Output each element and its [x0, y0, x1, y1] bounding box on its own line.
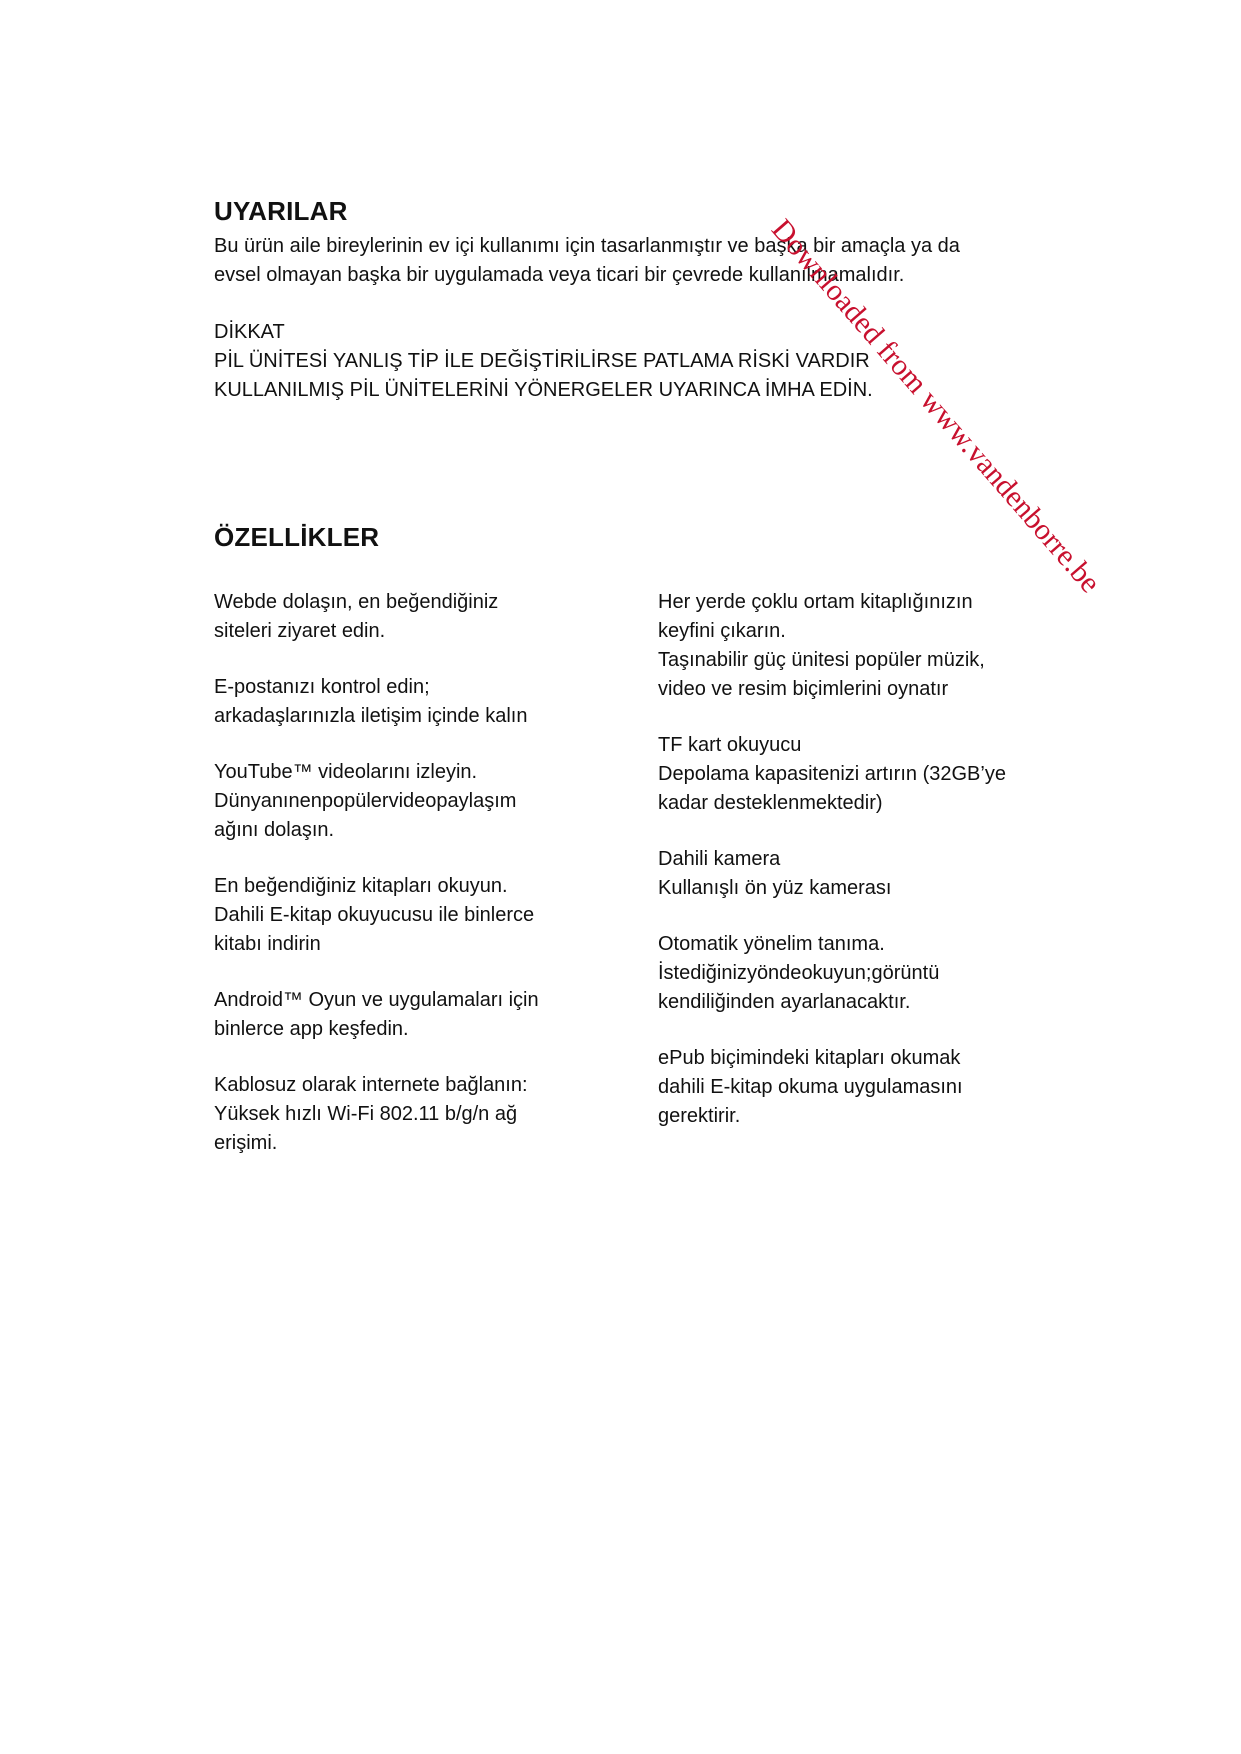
feature-line: dahili E-kitap okuma uygulamasını: [658, 1076, 963, 1098]
feature-line: TF kart okuyucu: [658, 734, 802, 756]
feature-line: Dahili E-kitap okuyucusu ile binlerce: [214, 904, 535, 926]
justified-word: Dünyanın: [214, 790, 300, 812]
feature-item: [658, 930, 1030, 1017]
caution-line: PİL ÜNİTESİ YANLIŞ TİP İLE DEĞİŞTİRİLİRSE PATLAMA RİSKİ VARDIR: [214, 350, 870, 372]
feature-line: Kullanışlı ön yüz kamerası: [658, 877, 892, 899]
feature-item: [658, 1044, 1030, 1131]
feature-line: binlerce app keşfedin.: [214, 1018, 409, 1040]
feature-line: Android™ Oyun ve uygulamaları için: [214, 989, 539, 1011]
feature-line: arkadaşlarınızla iletişim içinde kalın: [214, 705, 528, 727]
feature-line: Depolama kapasitenizi artırın (32GB’ye: [658, 763, 1006, 785]
feature-item: [214, 673, 586, 731]
feature-line: kendiliğinden ayarlanacaktır.: [658, 991, 911, 1013]
feature-item: [658, 731, 1030, 818]
justified-word: video: [388, 790, 437, 812]
caution-block: [214, 318, 873, 405]
warnings-line: Bu ürün aile bireylerinin ev içi kullanımı için tasarlanmıştır ve başka bir amaçla ya da: [214, 235, 960, 257]
feature-item: [658, 588, 1030, 704]
justified-word: popüler: [321, 790, 389, 812]
feature-line: kitabı indirin: [214, 933, 321, 955]
feature-item: [658, 845, 1030, 903]
features-left-column: [214, 588, 586, 1185]
feature-line: YouTube™ videolarını izleyin.: [214, 761, 478, 783]
feature-line: En beğendiğiniz kitapları okuyun.: [214, 875, 508, 897]
feature-item: [214, 588, 586, 646]
justified-word: paylaşım: [436, 790, 517, 812]
feature-line-justified: [214, 787, 586, 816]
feature-line: E-postanızı kontrol edin;: [214, 676, 430, 698]
feature-line: siteleri ziyaret edin.: [214, 620, 386, 642]
justified-word: yönde: [746, 962, 802, 984]
feature-item: [214, 758, 586, 845]
feature-item: [214, 986, 586, 1044]
feature-line: gerektirir.: [658, 1105, 741, 1127]
justified-word: İstediğiniz: [658, 962, 747, 984]
feature-item: [214, 1071, 586, 1158]
justified-word: en: [299, 790, 322, 812]
feature-line: ePub biçimindeki kitapları okumak: [658, 1047, 961, 1069]
feature-line: Otomatik yönelim tanıma.: [658, 933, 885, 955]
justified-word: okuyun;: [801, 962, 872, 984]
feature-line: Yüksek hızlı Wi-Fi 802.11 b/g/n ağ: [214, 1103, 518, 1125]
warnings-heading: UYARILAR: [214, 196, 348, 226]
feature-line: Kablosuz olarak internete bağlanın:: [214, 1074, 528, 1096]
caution-label: DİKKAT: [214, 321, 285, 343]
feature-line: erişimi.: [214, 1132, 278, 1154]
feature-line: Dahili kamera: [658, 848, 781, 870]
feature-line: Her yerde çoklu ortam kitaplığınızın: [658, 591, 973, 613]
features-heading: ÖZELLİKLER: [214, 522, 380, 552]
feature-line: Webde dolaşın, en beğendiğiniz: [214, 591, 499, 613]
feature-line: kadar desteklenmektedir): [658, 792, 883, 814]
feature-line-justified: [658, 959, 1030, 988]
feature-line: video ve resim biçimlerini oynatır: [658, 678, 949, 700]
features-right-column: [658, 588, 1030, 1158]
justified-word: görüntü: [871, 962, 940, 984]
feature-line: Taşınabilir güç ünitesi popüler müzik,: [658, 649, 985, 671]
feature-line: keyfini çıkarın.: [658, 620, 786, 642]
warnings-line: evsel olmayan başka bir uygulamada veya ticari bir çevrede kullanılmamalıdır.: [214, 264, 905, 286]
watermark-text: Downloaded from www.vandenborre.be: [765, 213, 1107, 600]
feature-item: [214, 872, 586, 959]
feature-line: ağını dolaşın.: [214, 819, 335, 841]
caution-line: KULLANILMIŞ PİL ÜNİTELERİNİ YÖNERGELER UYARINCA İMHA EDİN.: [214, 379, 873, 401]
